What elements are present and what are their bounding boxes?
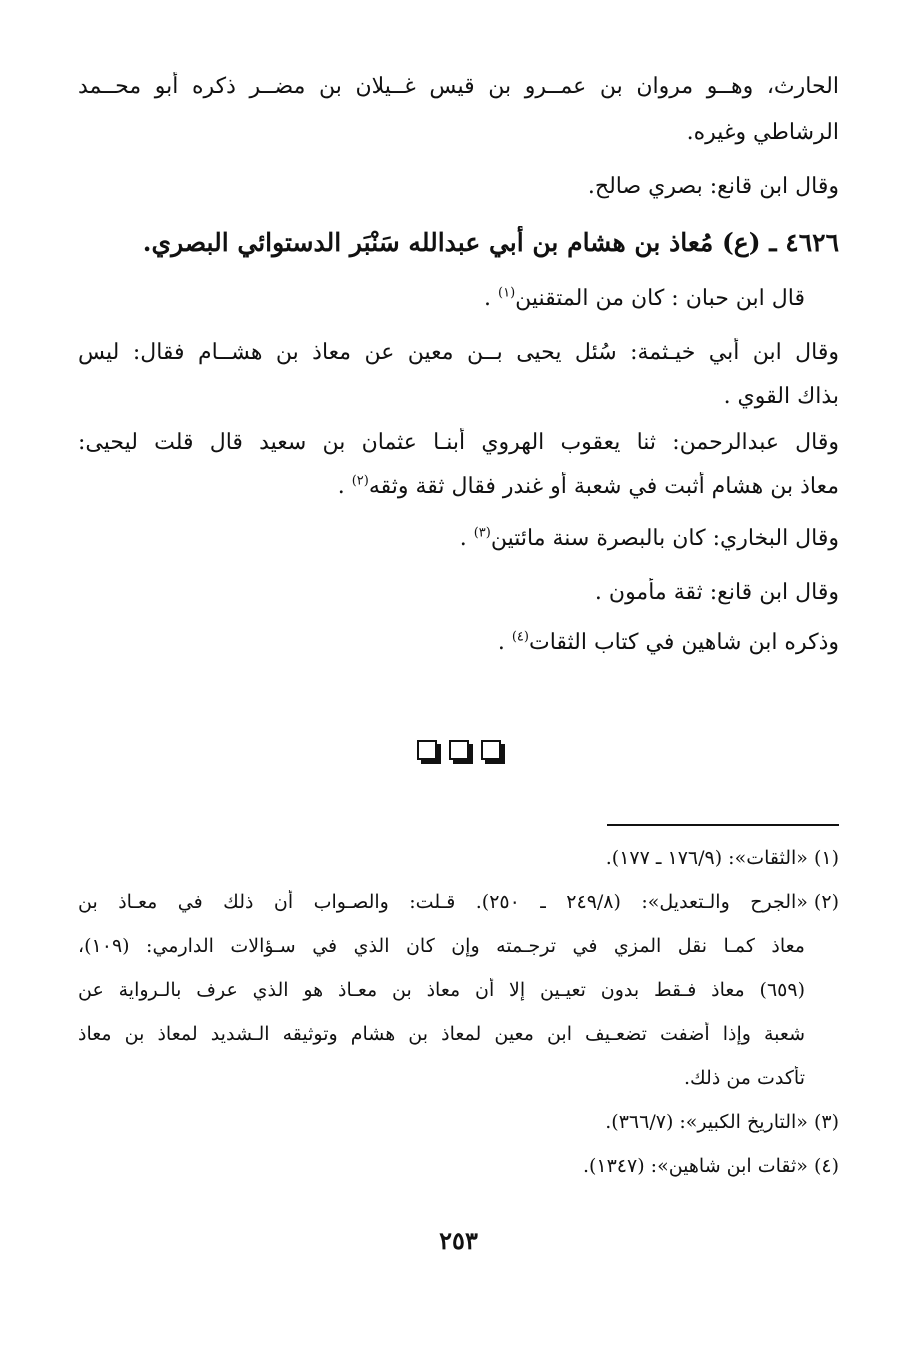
body-line (78, 524, 839, 554)
body-line (78, 628, 839, 658)
body-line: وقال ابن قانع: ثقة مأمون . (594, 580, 839, 605)
body-text: . (459, 526, 474, 551)
footnote-text: «الجرح والـتعديل»: (٢٤٩/٨ ـ ٢٥٠). قـلت: والصـواب أن ذلك في معـاذ بن (78, 891, 808, 913)
square-ornament-icon (449, 740, 469, 760)
body-text: وقال البخاري: كان بالبصرة سنة مائتين (490, 526, 839, 551)
entry-heading: ٤٦٢٦ ـ (ع) مُعاذ بن هشام بن أبي عبدالله سَنْبَر الدستوائي البصري. (142, 228, 839, 257)
footnote-ref: (٢) (351, 473, 369, 489)
section-ornament (0, 740, 917, 760)
footnote (78, 846, 839, 872)
body-line: وقال ابن أبي خيـثمة: سُئل يحيى بــن معين عن معاذ بن هشــام فقال: ليس (78, 340, 839, 365)
footnote (78, 1110, 839, 1136)
footnote-ref: (٤) (511, 629, 529, 645)
body-line: وقال عبدالرحمن: ثنا يعقوب الهروي أبنـا عثمان بن سعيد قال قلت ليحيى: (78, 430, 839, 455)
footnote-number: (١) (813, 847, 839, 869)
body-line (78, 472, 839, 502)
footnote-number: (٢) (813, 891, 839, 913)
footnote-ref: (٣) (473, 525, 491, 541)
footnote-divider (607, 824, 839, 826)
square-ornament-icon (481, 740, 501, 760)
page-number: ٢٥٣ (439, 1226, 478, 1255)
footnote-text: «التاريخ الكبير»: (٣٦٦/٧). (605, 1111, 808, 1133)
footnote-number: (٣) (813, 1111, 839, 1133)
footnote-line: معاذ كمـا نقل المزي في ترجـمته وإن كان الذي في سـؤالات الدارمي: (١٠٩)، (78, 935, 805, 957)
body-line: الحارث، وهــو مروان بن عمــرو بن قيس غــيلان بن مضــر ذكره أبو محــمد (78, 74, 839, 99)
footnote (78, 890, 839, 916)
body-text: . (484, 286, 498, 311)
footnote-text: «ثقات ابن شاهين»: (١٣٤٧). (582, 1155, 808, 1177)
body-text: معاذ بن هشام أثبت في شعبة أو غندر فقال ثقة وثقه (368, 474, 839, 499)
body-text: قال ابن حبان : كان من المتقنين (515, 286, 805, 311)
footnote-line: شعبة وإذا أضفت تضعـيف ابن معين لمعاذ بن هشام وتوثيقه الـشديد لمعاذ بن معاذ (78, 1023, 805, 1045)
footnote-line: (٦٥٩) معاذ فـقط بدون تعيـين إلا أن معاذ بن معـاذ هو الذي عرف بالـرواية عن (78, 979, 805, 1001)
body-text: وذكره ابن شاهين في كتاب الثقات (528, 630, 839, 655)
footnote-line: تأكدت من ذلك. (683, 1067, 805, 1089)
body-line: الرشاطي وغيره. (686, 120, 839, 145)
body-line: بذاك القوي . (723, 384, 839, 409)
body-text: . (337, 474, 352, 499)
square-ornament-icon (417, 740, 437, 760)
footnote-number: (٤) (813, 1155, 839, 1177)
footnote-text: «الثقات»: (١٧٦/٩ ـ ١٧٧). (605, 847, 808, 869)
footnote-ref: (١) (498, 285, 516, 301)
body-line: وقال ابن قانع: بصري صالح. (587, 174, 839, 199)
body-text: . (497, 630, 512, 655)
body-line (78, 284, 805, 314)
footnote (78, 1154, 839, 1180)
